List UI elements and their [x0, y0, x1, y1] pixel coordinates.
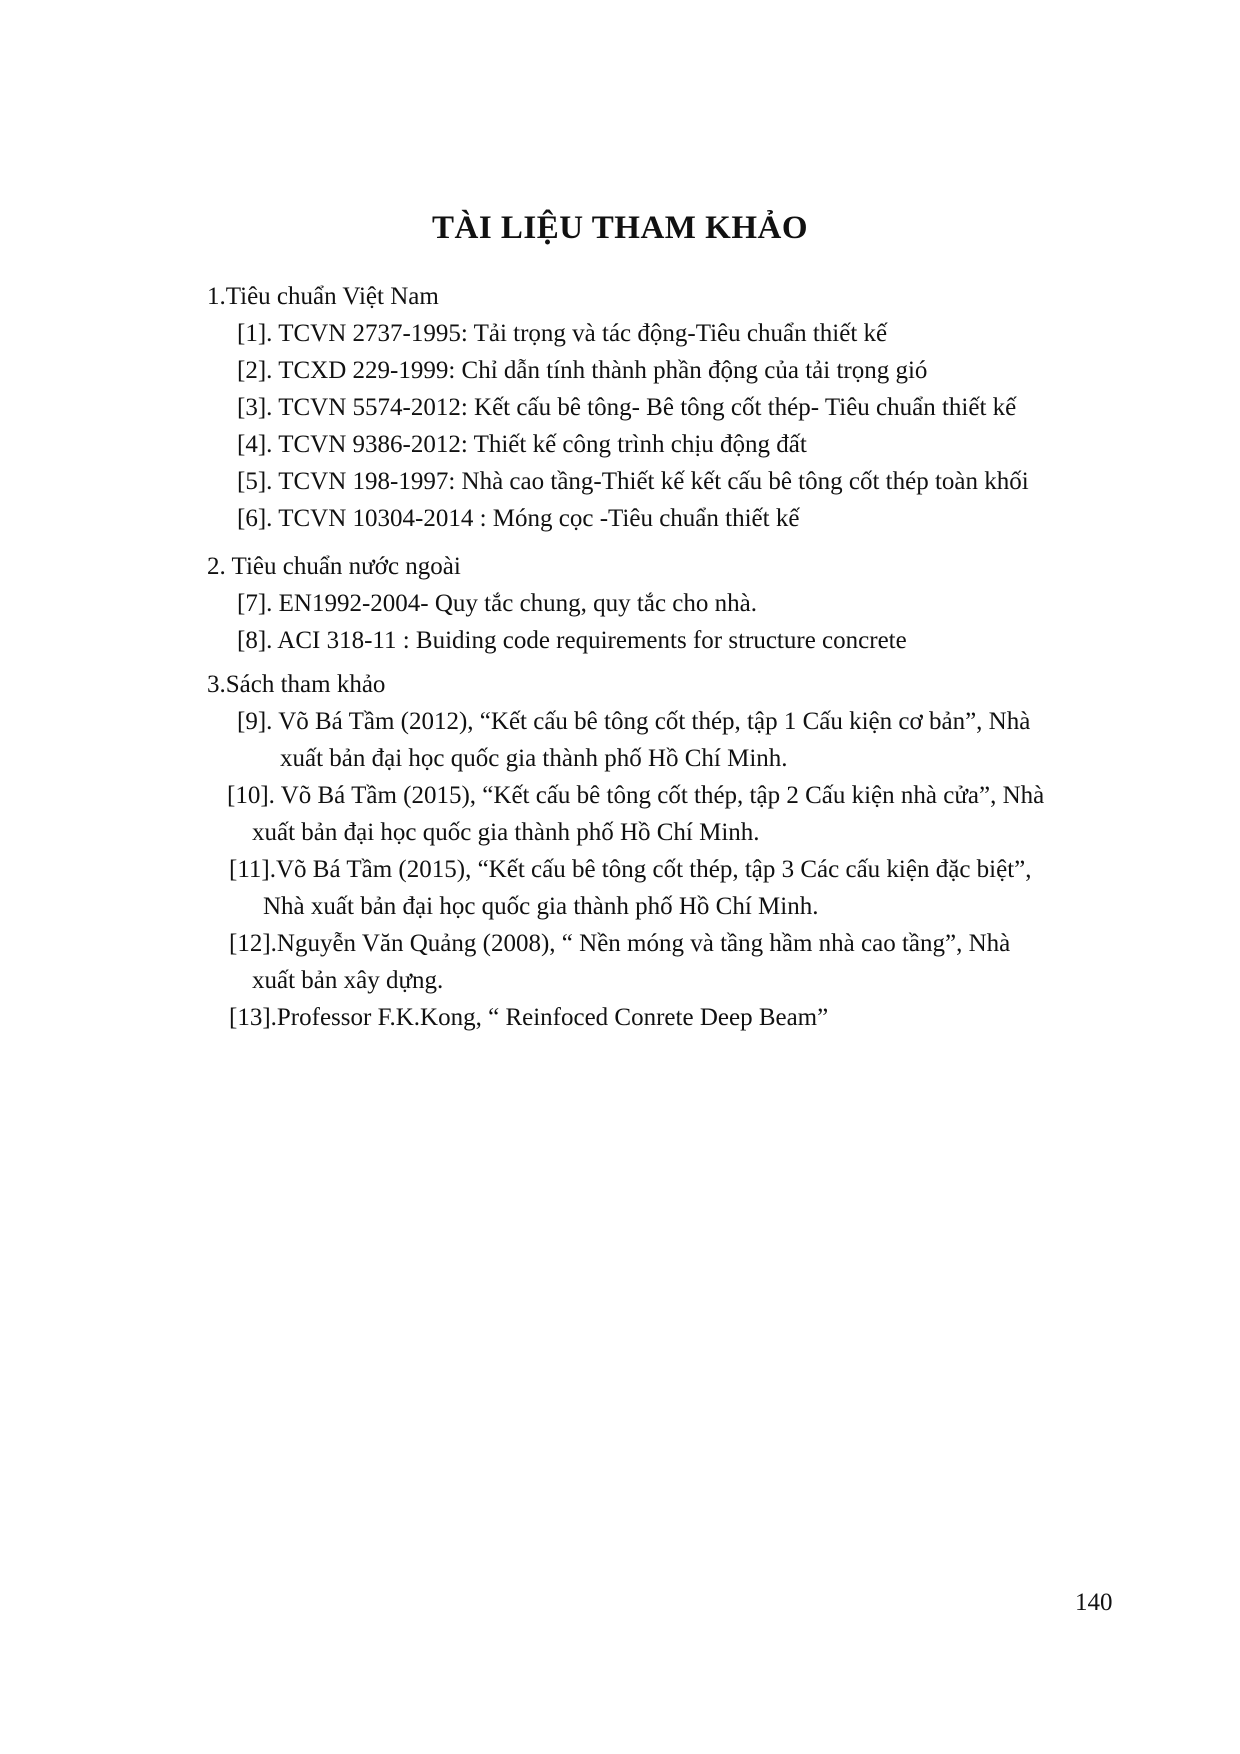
- reference-text: TCVN 10304-2014 : Móng cọc -Tiêu chuẩn thiết kế: [272, 505, 800, 532]
- page-title: TÀI LIỆU THAM KHẢO: [431, 210, 809, 246]
- reference-item: [207, 925, 1137, 962]
- reference-text: TCXD 229-1999: Chỉ dẫn tính thành phần động của tải trọng gió: [272, 357, 928, 384]
- reference-text: Nguyễn Văn Quảng (2008), “ Nền móng và tầng hầm nhà cao tầng”, Nhà: [276, 930, 1011, 957]
- reference-text: Professor F.K.Kong, “ Reinfoced Conrete Deep Beam”: [276, 1004, 829, 1031]
- reference-text: EN1992-2004- Quy tắc chung, quy tắc cho nhà.: [272, 590, 758, 617]
- reference-number: [11].: [229, 856, 276, 883]
- reference-text: TCVN 198-1997: Nhà cao tầng-Thiết kế kết cấu bê tông cốt thép toàn khối: [272, 468, 1029, 495]
- reference-continuation: Nhà xuất bản đại học quốc gia thành phố Hồ Chí Minh.: [263, 893, 819, 920]
- reference-number: [2].: [237, 357, 273, 384]
- section-reference-books: [207, 666, 1137, 1036]
- reference-number: [8].: [237, 627, 273, 654]
- reference-number: [5].: [237, 468, 273, 495]
- reference-item: [207, 426, 1137, 463]
- reference-text: Võ Bá Tầm (2015), “Kết cấu bê tông cốt thép, tập 3 Các cấu kiện đặc biệt”,: [275, 856, 1032, 883]
- reference-number: [1].: [237, 320, 273, 347]
- reference-number: [13].: [229, 1004, 277, 1031]
- reference-number: [7].: [237, 590, 273, 617]
- reference-item: [207, 703, 1137, 740]
- reference-text: TCVN 9386-2012: Thiết kế công trình chịu động đất: [272, 431, 807, 458]
- section-heading: 1.Tiêu chuẩn Việt Nam: [207, 283, 439, 310]
- reference-item: [207, 500, 1137, 537]
- reference-number: [10].: [227, 782, 275, 809]
- reference-text: Võ Bá Tầm (2015), “Kết cấu bê tông cốt thép, tập 2 Cấu kiện nhà cửa”, Nhà: [274, 782, 1045, 809]
- reference-item: [207, 851, 1137, 888]
- reference-number: [9].: [237, 708, 273, 735]
- reference-number: [3].: [237, 394, 273, 421]
- reference-item: [207, 622, 1137, 659]
- reference-item: [207, 315, 1137, 352]
- reference-item: [207, 999, 1137, 1036]
- reference-number: [6].: [237, 505, 273, 532]
- reference-item: [207, 777, 1137, 814]
- section-foreign-standards: [207, 548, 1137, 659]
- reference-number: [4].: [237, 431, 273, 458]
- reference-item: [207, 585, 1137, 622]
- reference-continuation: xuất bản đại học quốc gia thành phố Hồ Chí Minh.: [280, 745, 788, 772]
- section-vietnam-standards: [207, 278, 1137, 537]
- reference-text: TCVN 2737-1995: Tải trọng và tác động-Tiêu chuẩn thiết kế: [272, 320, 888, 347]
- section-heading: 2. Tiêu chuẩn nước ngoài: [207, 553, 461, 580]
- reference-text: TCVN 5574-2012: Kết cấu bê tông- Bê tông cốt thép- Tiêu chuẩn thiết kế: [272, 394, 1017, 421]
- reference-item: [207, 352, 1137, 389]
- reference-item: [207, 389, 1137, 426]
- reference-text: Võ Bá Tầm (2012), “Kết cấu bê tông cốt thép, tập 1 Cấu kiện cơ bản”, Nhà: [272, 708, 1031, 735]
- reference-number: [12].: [229, 930, 277, 957]
- reference-continuation: xuất bản đại học quốc gia thành phố Hồ Chí Minh.: [252, 819, 760, 846]
- section-heading: 3.Sách tham khảo: [207, 671, 386, 698]
- reference-item: [207, 463, 1137, 500]
- reference-text: ACI 318-11 : Buiding code requirements for structure concrete: [272, 627, 907, 654]
- reference-continuation: xuất bản xây dựng.: [252, 967, 444, 994]
- page-number: 140: [1075, 1589, 1113, 1616]
